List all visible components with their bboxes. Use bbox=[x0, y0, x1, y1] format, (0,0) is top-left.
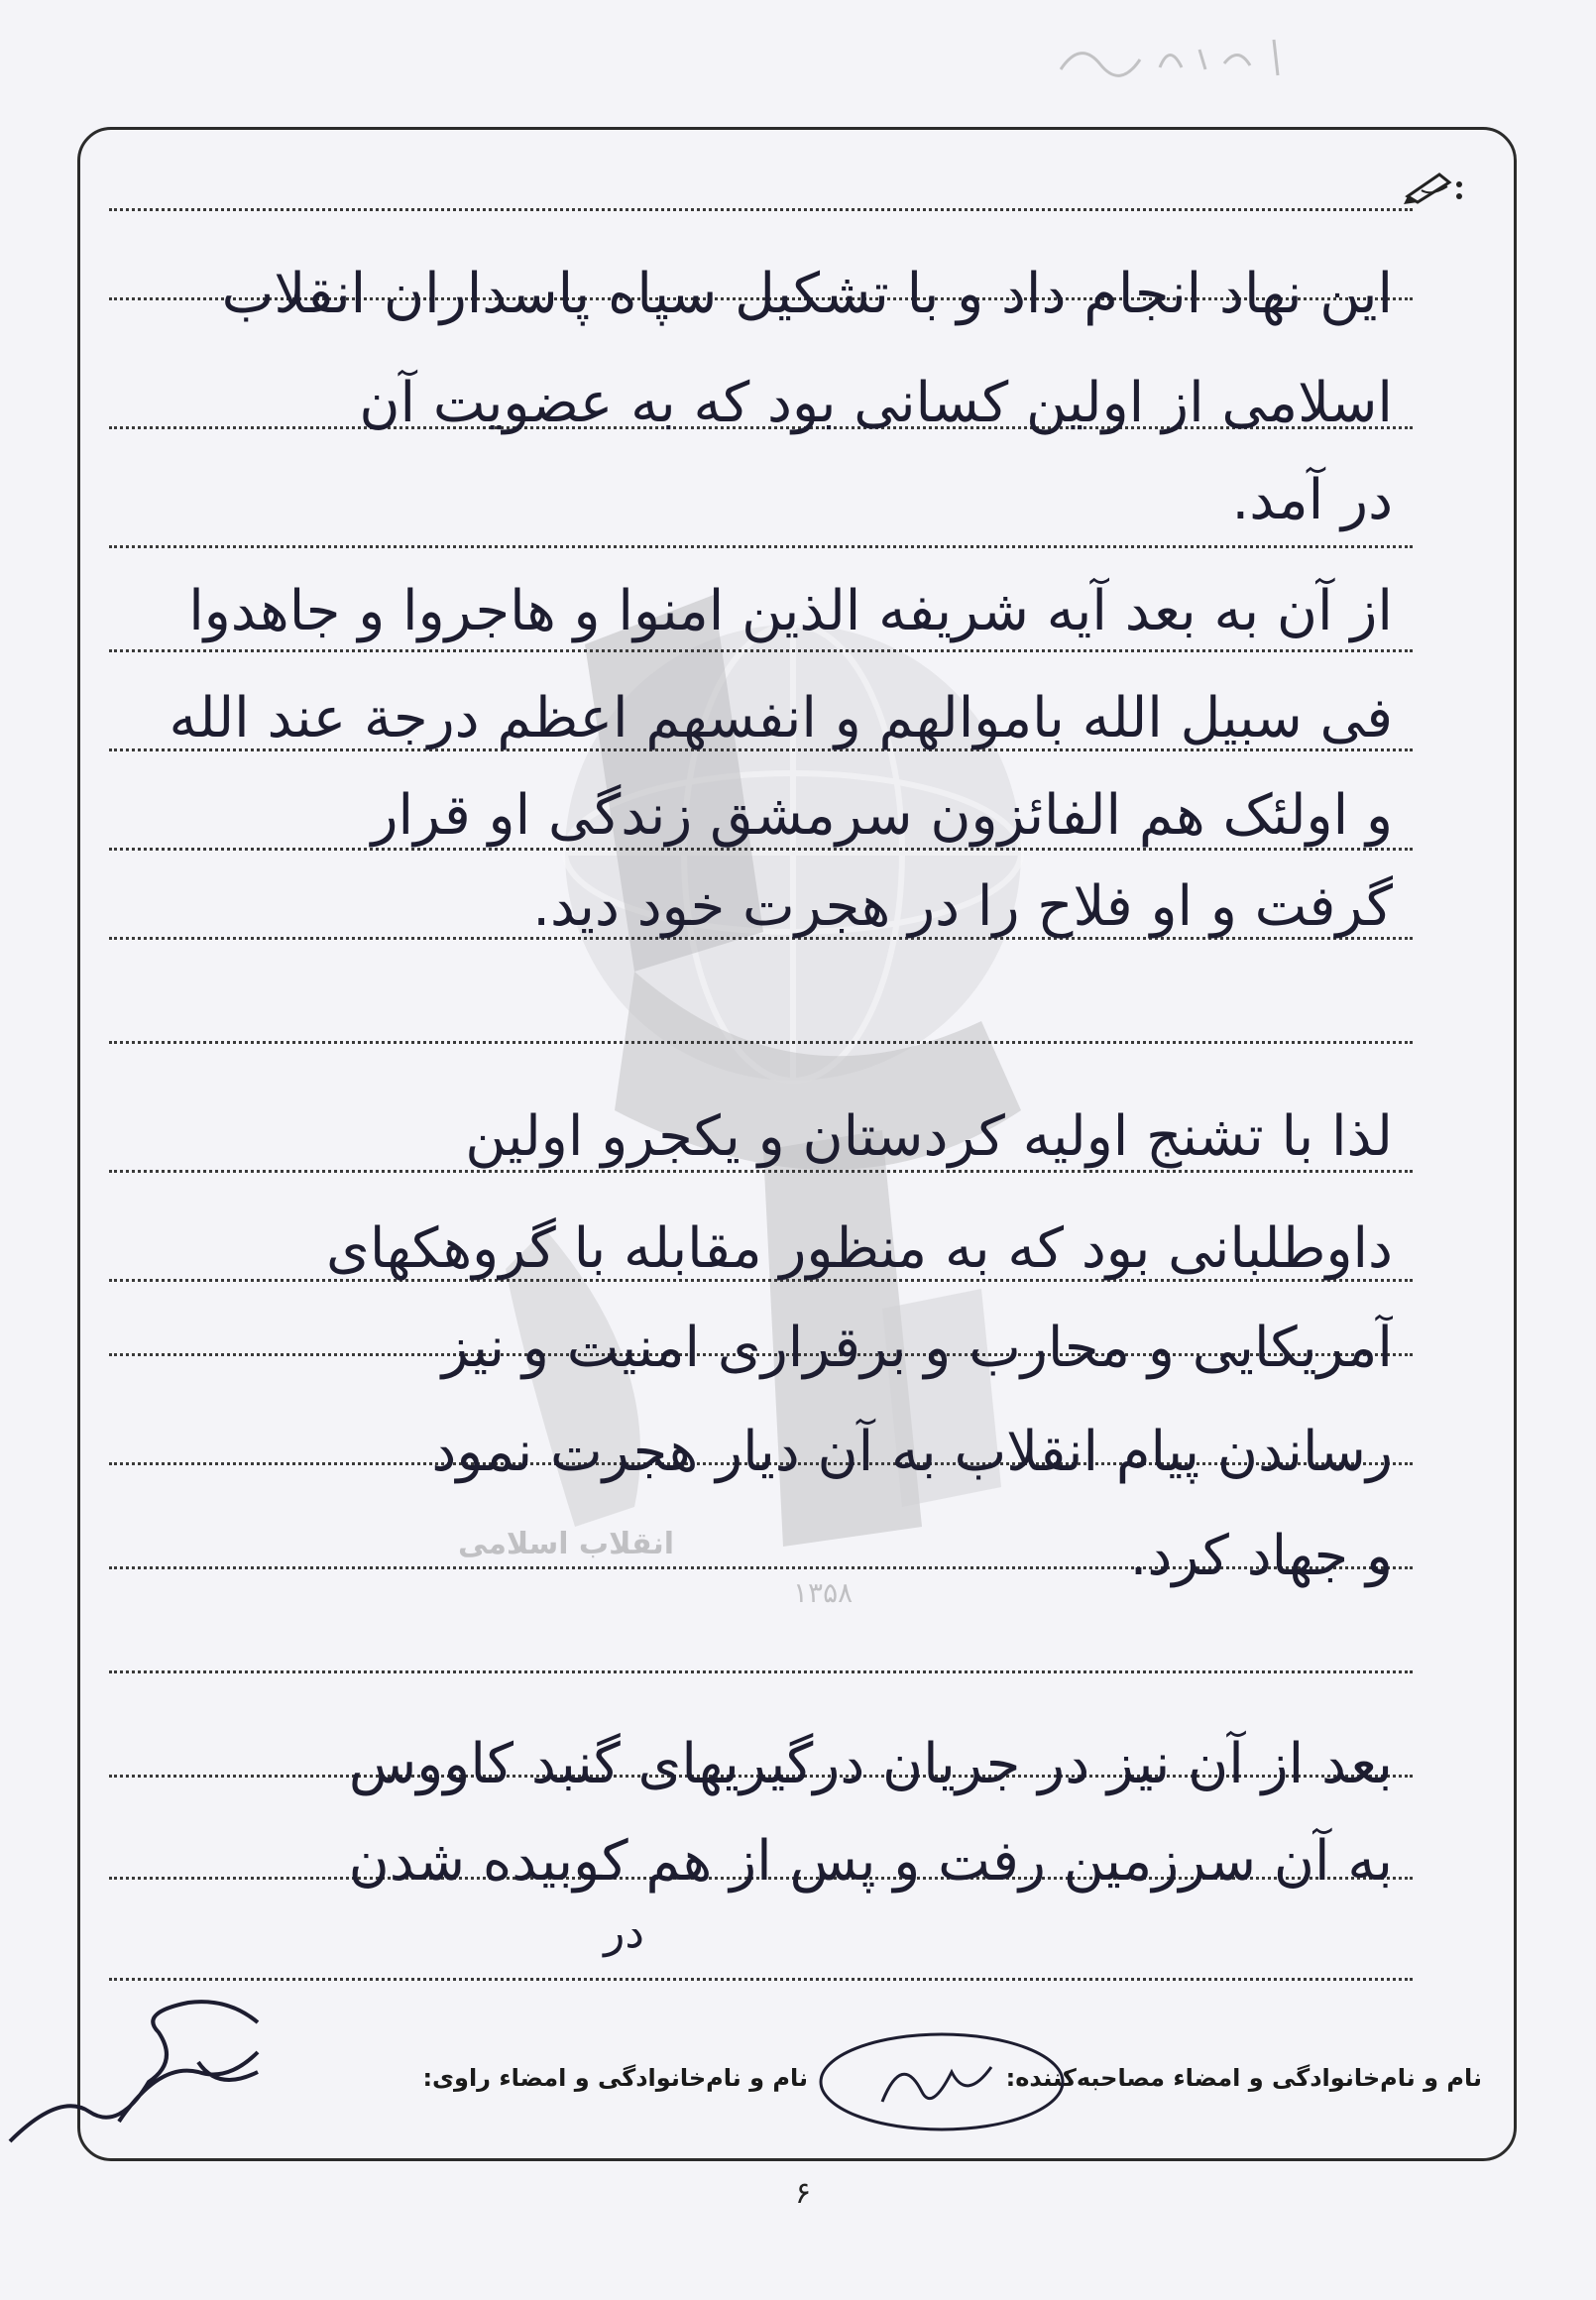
handwritten-line: گرفت و او فلاح را در هجرت خود دید. bbox=[532, 874, 1393, 939]
handwritten-line: از آن به بعد آیه شریفه الذین امنوا و هاجروا و جاهدوا bbox=[188, 579, 1393, 643]
handwritten-line: لذا با تشنج اولیه کردستان و یکجرو اولین bbox=[465, 1104, 1393, 1169]
pen-icon bbox=[1400, 167, 1469, 206]
narrator-signature bbox=[0, 1973, 297, 2151]
handwritten-line: در آمد. bbox=[1231, 468, 1393, 532]
handwritten-line: بعد از آن نیز در جریان درگیریهای گنبد کاووس bbox=[348, 1732, 1393, 1796]
handwritten-line: فی سبیل الله باموالهم و انفسهم اعظم درجة عند الله bbox=[169, 686, 1393, 750]
interviewer-signature bbox=[813, 2022, 1071, 2141]
ruled-line bbox=[109, 545, 1413, 548]
faint-header-scribble bbox=[1051, 20, 1309, 89]
handwritten-correction: در bbox=[604, 1907, 644, 1958]
ruled-line bbox=[109, 1978, 1413, 1981]
narrator-signature-label: نام و نام‌خانوادگی و امضاء راوی: bbox=[422, 2064, 808, 2092]
watermark-year: ۱۳۵۸ bbox=[793, 1576, 854, 1609]
page-number: ۶ bbox=[794, 2176, 812, 2211]
handwritten-line: رساندن پیام انقلاب به آن دیار هجرت نمود bbox=[431, 1420, 1393, 1484]
handwritten-line: این نهاد انجام داد و با تشکیل سپاه پاسداران انقلاب bbox=[221, 262, 1393, 326]
handwritten-line: داوطلبانی بود که به منظور مقابله با گروهکهای bbox=[326, 1216, 1393, 1281]
watermark-caption: انقلاب اسلامی bbox=[458, 1527, 674, 1561]
handwritten-line: و اولئک هم الفائزون سرمشق زندگی او قرار bbox=[371, 783, 1393, 848]
ruled-line bbox=[109, 208, 1413, 211]
handwritten-line: اسلامی از اولین کسانی بود که به عضویت آن bbox=[359, 371, 1393, 435]
handwritten-line: و جهاد کرد. bbox=[1129, 1524, 1393, 1588]
handwritten-line: آمریکایی و محارب و برقراری امنیت و نیز bbox=[441, 1316, 1393, 1380]
handwritten-line: به آن سرزمین رفت و پس از هم کوبیده شدن bbox=[348, 1829, 1393, 1894]
ruled-line bbox=[109, 649, 1413, 652]
ruled-line bbox=[109, 1041, 1413, 1044]
interviewer-signature-label: نام و نام‌خانوادگی و امضاء مصاحبه‌کننده: bbox=[1005, 2064, 1482, 2092]
ruled-line bbox=[109, 1670, 1413, 1673]
